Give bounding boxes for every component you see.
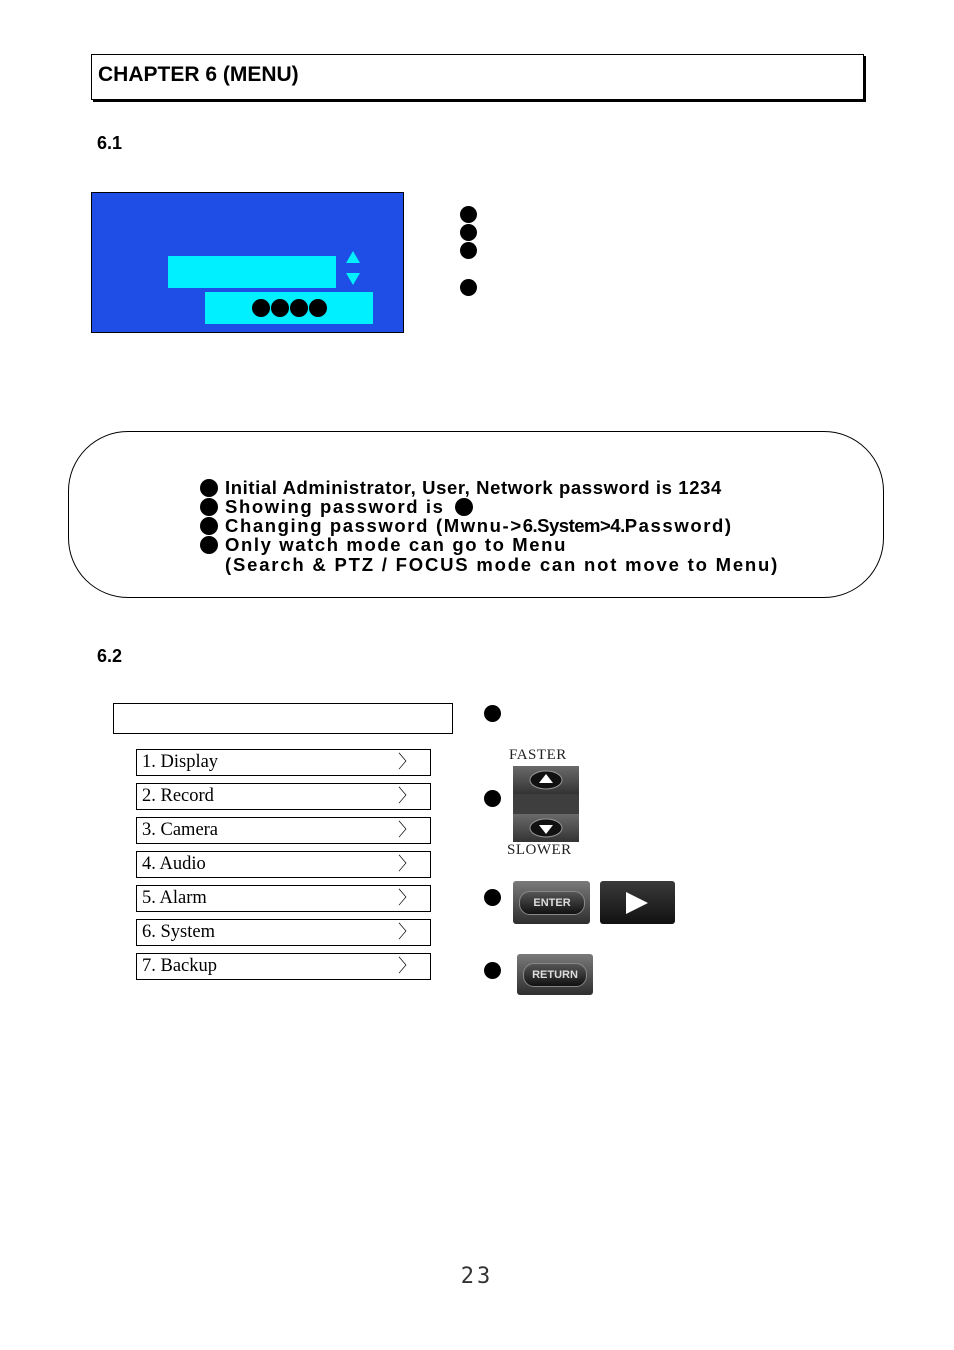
note-bullet-icon [200, 536, 218, 554]
chevron-right-icon: 〉 [398, 854, 416, 874]
enter-key[interactable] [513, 881, 590, 924]
user-select-field [168, 256, 336, 288]
menu-item-alarm[interactable] [136, 885, 431, 912]
chevron-right-icon: 〉 [398, 888, 416, 908]
note-text-2: Showing password is [225, 496, 445, 517]
note-text-3d: >4. [599, 515, 625, 536]
slower-key[interactable] [513, 814, 579, 842]
up-down-arrows-icon [345, 249, 361, 289]
bullet-3-icon [460, 242, 477, 259]
menu-item-label: 7. Backup [142, 956, 218, 976]
note-bullet-icon [200, 498, 218, 516]
return-label: RETURN [523, 963, 587, 987]
note-bullet-icon [200, 517, 218, 535]
menu-title-box [113, 703, 453, 734]
menu-item-system[interactable] [136, 919, 431, 946]
menu-item-label: 1. Display [142, 752, 219, 772]
page-number: 23 [460, 1264, 494, 1289]
note-text-3e: Password) [624, 515, 733, 536]
note-text-1: Initial Administrator, User, Network password is 1234 [225, 477, 722, 498]
bullet-2-icon [460, 224, 477, 241]
note-line-2 [200, 497, 480, 516]
note-text-5: (Search & PTZ / FOCUS mode can not move to Menu) [225, 554, 780, 575]
menu-item-record[interactable] [136, 783, 431, 810]
note-line-4 [200, 535, 567, 554]
note-text-3b: (Mwnu-> [436, 515, 523, 536]
menu-item-label: 6. System [142, 922, 215, 942]
chevron-right-icon: 〉 [398, 922, 416, 942]
chevron-right-icon: 〉 [398, 820, 416, 840]
chapter-title: CHAPTER 6 (MENU) [98, 63, 299, 86]
note-text-4: Only watch mode can go to Menu [225, 534, 567, 555]
password-dot [290, 299, 308, 317]
down-arrow-icon [529, 818, 563, 838]
menu-item-camera[interactable] [136, 817, 431, 844]
menu-item-display[interactable] [136, 749, 431, 776]
faster-key[interactable] [513, 766, 579, 794]
section-6-1-number: 6.1 [97, 133, 123, 153]
enter-label: ENTER [519, 891, 585, 915]
note-text-3a: Changing password [225, 515, 429, 536]
chevron-right-icon: 〉 [398, 956, 416, 976]
password-field [205, 292, 373, 324]
bullet-4-icon [460, 279, 477, 296]
menu-item-audio[interactable] [136, 851, 431, 878]
menu-item-label: 5. Alarm [142, 888, 207, 908]
note-text-3c: 6.System [522, 515, 600, 536]
menu-item-label: 2. Record [142, 786, 214, 806]
menu-item-label: 3. Camera [142, 820, 219, 840]
bullet-5-icon [484, 705, 501, 722]
chevron-right-icon: 〉 [398, 752, 416, 772]
bullet-1-icon [460, 206, 477, 223]
note-line-5 [225, 555, 779, 574]
password-dot-icon [455, 498, 473, 516]
password-dots [205, 292, 373, 324]
bullet-8-icon [484, 962, 501, 979]
slower-label: SLOWER [507, 842, 572, 858]
password-screen [91, 192, 404, 333]
play-key[interactable] [600, 881, 675, 924]
password-dot [309, 299, 327, 317]
menu-item-label: 4. Audio [142, 854, 206, 874]
faster-label: FASTER [509, 747, 567, 763]
note-line-1 [200, 478, 722, 497]
menu-item-backup[interactable] [136, 953, 431, 980]
password-dot [252, 299, 270, 317]
chapter-header [91, 54, 864, 100]
section-6-2-number: 6.2 [97, 646, 123, 666]
chevron-right-icon: 〉 [398, 786, 416, 806]
password-dot [271, 299, 289, 317]
note-line-3 [200, 516, 733, 535]
bullet-7-icon [484, 889, 501, 906]
up-arrow-icon [529, 770, 563, 790]
faster-slower-keypad [513, 766, 579, 842]
play-icon [626, 892, 650, 914]
note-bullet-icon [200, 479, 218, 497]
return-key[interactable] [517, 954, 593, 995]
bullet-6-icon [484, 790, 501, 807]
